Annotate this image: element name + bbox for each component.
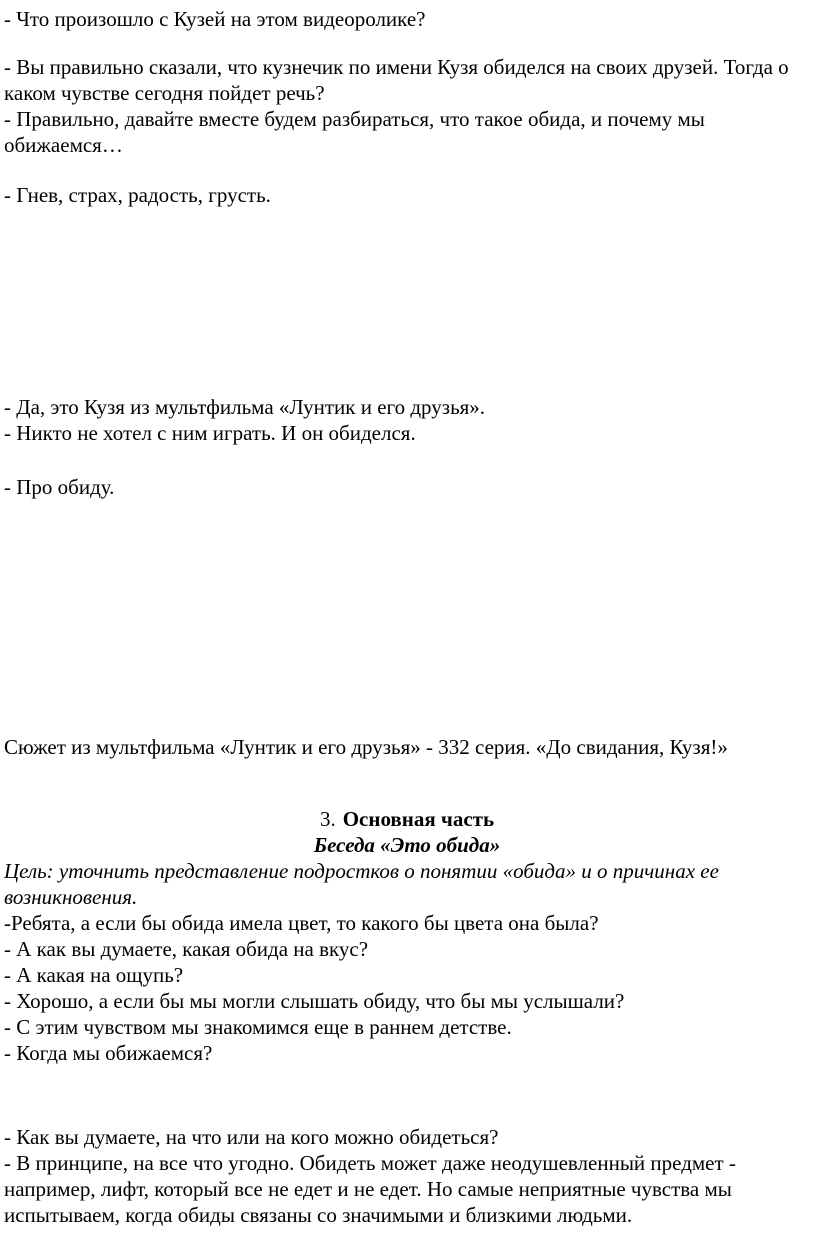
paragraph-kuzya-answer: - Да, это Кузя из мультфильма «Лунтик и его друзья». [4, 395, 486, 419]
paragraph-teacher-intro: - Правильно, давайте вместе будем разбираться, что такое обида, и почему мы обижаемся… [4, 107, 705, 157]
paragraph-nobody-played: - Никто не хотел с ним играть. И он обиделся. [4, 421, 416, 445]
paragraph-feelings-list: - Гнев, страх, радость, грусть. [4, 183, 271, 207]
paragraph-question-video: - Что произошло с Кузей на этом видеоролике? [4, 7, 426, 31]
section-number: 3. [319, 807, 336, 831]
question-line-color: -Ребята, а если бы обида имела цвет, то какого бы цвета она была? [4, 911, 599, 935]
section-heading [4, 806, 810, 832]
paragraph-teacher-reply: - Вы правильно сказали, что кузнечик по имени Кузя обиделся на своих друзей. Тогда о каком чувстве сегодня пойдет речь? [4, 55, 789, 105]
source-note: Сюжет из мультфильма «Лунтик и его друзья» - 332 серия. «До свидания, Кузя!» [4, 735, 728, 759]
question-line-sound: - Хорошо, а если бы мы могли слышать обиду, что бы мы услышали? [4, 989, 625, 1013]
goal-text: Цель: уточнить представление подростков о понятии «обида» и о причинах ее возникновения. [4, 859, 719, 909]
question-line-when: - Когда мы обижаемся? [4, 1041, 213, 1065]
paragraph-anything-offend: - В принципе, на все что угодно. Обидеть может даже неодушевленный предмет - например, лифт, который все не едет и не едет. Но самые неприятные чувства мы испытываем, когда обиды связаны со значимыми и близкими людьми. [4, 1151, 736, 1227]
lesson-subtitle: Беседа «Это обида» [313, 833, 501, 857]
question-line-touch: - А какая на ощупь? [4, 963, 184, 987]
question-who-offend: - Как вы думаете, на что или на кого можно обидеться? [4, 1125, 499, 1149]
section-title: Основная часть [342, 807, 495, 831]
paragraph-about-offense: - Про обиду. [4, 475, 115, 499]
statement-childhood: - С этим чувством мы знакомимся еще в раннем детстве. [4, 1015, 512, 1039]
question-line-taste: - А как вы думаете, какая обида на вкус? [4, 937, 369, 961]
